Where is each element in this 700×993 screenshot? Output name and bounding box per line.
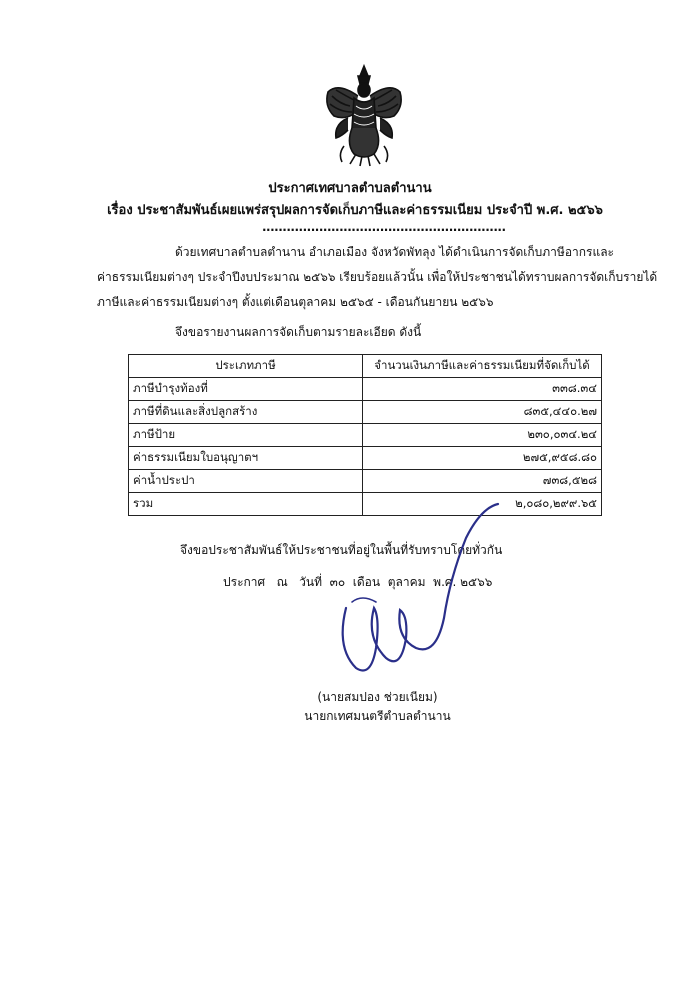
table-row [129, 401, 602, 424]
paragraph-line: ด้วยเทศบาลตำบลตำนาน อำเภอเมือง จังหวัดพัทลุง ได้ดำเนินการจัดเก็บภาษีอากรและ [175, 245, 615, 259]
dotted-separator: ............................................................ [262, 220, 506, 234]
amount-cell: ๒๓๐,๐๓๔.๒๔ [363, 424, 602, 447]
announcement-title: ประกาศเทศบาลตำบลตำนาน [268, 181, 432, 196]
tax-type-cell: ค่าธรรมเนียมใบอนุญาตฯ [129, 447, 363, 470]
amount-cell: ๘๓๕,๔๔๐.๒๗ [363, 401, 602, 424]
tax-type-cell: ภาษีบำรุงท้องที่ [129, 378, 363, 401]
closing-statement: จึงขอประชาสัมพันธ์ให้ประชาชนที่อยู่ในพื้นที่รับทราบโดยทั่วกัน [180, 543, 503, 557]
tax-summary-table [128, 354, 602, 516]
tax-type-cell: ค่าน้ำประปา [129, 470, 363, 493]
announcement-subject: เรื่อง ประชาสัมพันธ์เผยแพร่สรุปผลการจัดเก็บภาษีและค่าธรรมเนียม ประจำปี พ.ศ. ๒๕๖๖ [107, 203, 603, 218]
total-label-cell: รวม [129, 493, 363, 516]
paragraph-line: ค่าธรรมเนียมต่างๆ ประจำปีงบประมาณ ๒๕๖๖ เรียบร้อยแล้วนั้น เพื่อให้ประชาชนได้ทราบผลการจัดเก็บรายได้ [97, 270, 658, 284]
handwritten-signature [316, 498, 516, 698]
announcement-date: ประกาศ ณ วันที่ ๓๐ เดือน ตุลาคม พ.ศ. ๒๕๖๖ [223, 575, 493, 589]
column-header-type: ประเภทภาษี [129, 355, 363, 378]
amount-cell: ๓๓๘.๓๔ [363, 378, 602, 401]
table-header-row [129, 355, 602, 378]
tax-type-cell: ภาษีที่ดินและสิ่งปลูกสร้าง [129, 401, 363, 424]
table-row [129, 424, 602, 447]
table-row [129, 378, 602, 401]
total-amount-cell: ๒,๐๘๐,๒๙๙.๖๕ [363, 493, 602, 516]
garuda-emblem-icon [318, 62, 410, 168]
column-header-amount: จำนวนเงินภาษีและค่าธรรมเนียมที่จัดเก็บได้ [363, 355, 602, 378]
signatory-position: นายกเทศมนตรีตำบลตำนาน [304, 709, 451, 723]
amount-cell: ๗๓๘,๕๒๘ [363, 470, 602, 493]
tax-type-cell: ภาษีป้าย [129, 424, 363, 447]
body-paragraph [97, 240, 665, 315]
table-row [129, 470, 602, 493]
table-row [129, 447, 602, 470]
amount-cell: ๒๗๕,๙๕๘.๘๐ [363, 447, 602, 470]
report-request: จึงขอรายงานผลการจัดเก็บตามรายละเอียด ดังนี้ [175, 325, 422, 339]
paragraph-line: ภาษีและค่าธรรมเนียมต่างๆ ตั้งแต่เดือนตุลาคม ๒๕๖๕ - เดือนกันยายน ๒๕๖๖ [97, 295, 494, 309]
signatory-name: (นายสมปอง ช่วยเนียม) [317, 690, 438, 704]
